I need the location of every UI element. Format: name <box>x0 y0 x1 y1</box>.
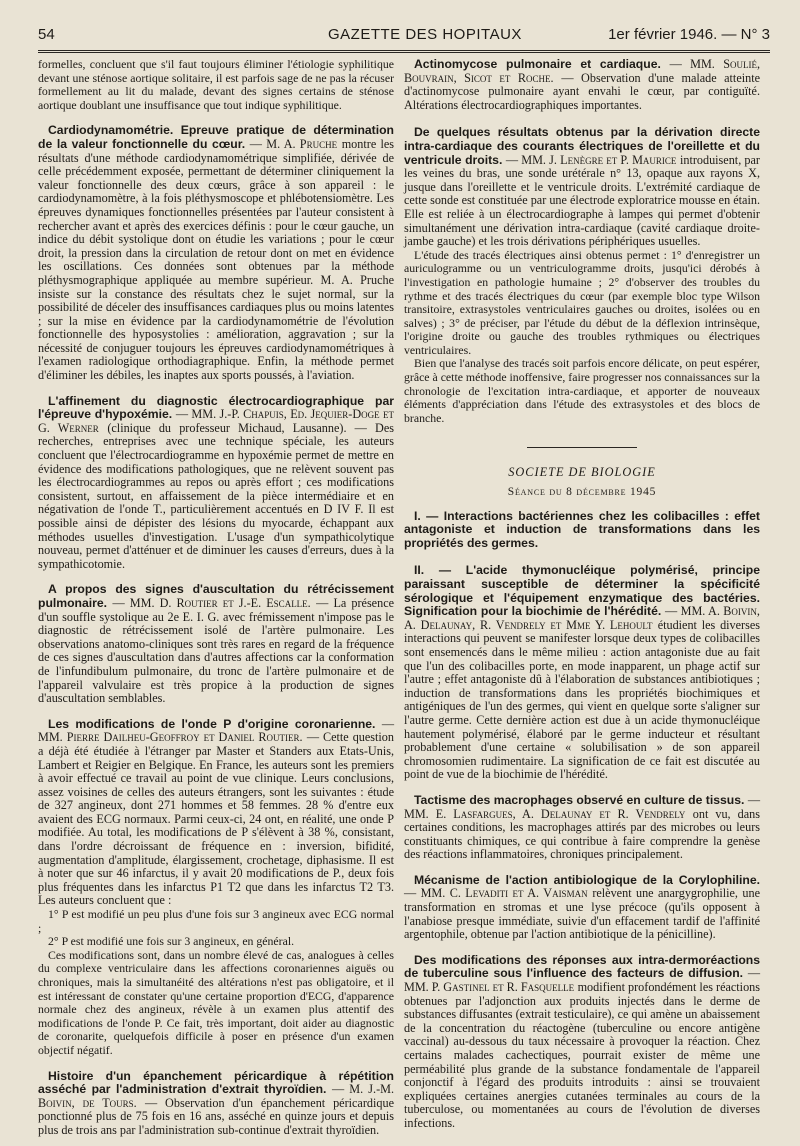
article-cardiodynamometrie <box>38 124 394 382</box>
article-title-text: L'affinement du diagnostic électrocardiographique par l'épreuve d'hypoxémie. <box>38 393 394 422</box>
article-continuation: Ces modifications sont, dans un nombre élevé de cas, analogues à celles du complexe ventriculaire dans les affections coronariennes aiguës ou chroniques, mais la simultanéité des altérations n'est pas obligatoire, et il est intéressant de constater qu'une certaine proportion d'ECG, d'apparence normale chez des angineux, révèle à un examen plus attentif des modifications de l'onde P. Ce fait, très important, doit aider au diagnostic de coronarite, quelquefois difficile à poser en présence d'un examen objectif négatif. <box>38 947 394 1057</box>
conclusion-item-1: 1° P est modifié un peu plus d'une fois sur 3 angineux avec ECG normal ; <box>38 907 394 935</box>
article-authors: — MM. A. Boivin, A. Delaunay, R. Vendrely et Mme Y. Lehoult <box>404 604 760 632</box>
article-paragraph-3: Bien que l'analyse des tracés soit parfois encore délicate, on peut espérer, grâce à cette méthode inoffensive, faire progresser nos connaissances sur la chronologie de l'excitation intra-cardiaque, et apporter de nouveaux éléments d'appréciation dans l'étude des extrasystoles et des blocs de branche. <box>404 356 760 425</box>
article-title: I. — Interactions bactériennes chez les colibacilles : effet antagoniste et induction de transformations dans les propriétés des germes. <box>404 508 760 550</box>
article-title-text: Des modifications des réponses aux intra-dermoréactions de tuberculine sous l'influence des facteurs de diffusion. <box>404 952 760 981</box>
article-title <box>38 1070 394 1138</box>
left-column <box>38 58 394 1138</box>
article-tuberculine <box>404 954 760 1131</box>
article-body: modifient profondément les réactions obtenues par l'adjonction aux produits injectés dans le derme de substances diffusantes (extrait testiculaire), ce qui amène un abaissement de la concentration du réactogène (tuberculine ou encore antigène vaccinal) au-dessous du taux nécessaire à provoquer la réaction. Chez certains malades cachectiques, pourrait exister de même une perméabilité plus grande de la substance fondamentale de l'appareil conjonctif à l'égard des produits introduits : ainsi se trouvaient expliquées certaines anergies cutanées terminales au cours de la tuberculose, ou momentanées au cours de l'évolution de diverses infections. <box>404 980 761 1130</box>
article-body: ont vu, dans certaines conditions, les macrophages attirés par des microbes ou leurs constituants chimiques, ce qui contribue à faire comprendre la genèse des réactions inflammatoires, chroniques principalement. <box>404 806 760 862</box>
article-body: — Observation d'un épanchement péricardique ponctionné plus de 75 fois en 16 ans, asséché en quinze jours et depuis plus de trois ans par l'administration sub-continue d'extrait thyroïdien. <box>38 1095 394 1137</box>
article-authors: — MM. D. Routier et J.-E. Escalle. <box>112 595 311 610</box>
article-derivation <box>404 126 760 425</box>
article-title-text: Cardiodynamométrie. Epreuve pratique de détermination de la valeur fonctionnelle du cœur. <box>38 123 394 151</box>
right-column <box>404 58 760 1131</box>
article-body: introduisent, par les veines du bras, une sonde urétérale n° 13, opaque aux rayons X, jusque dans l'oreillette et le ventricule droits. L'extrémité cardiaque de cette sonde est constituée par une électrode exploratrice mousse en étain. Elle est reliée à un électrocardiographe à lampes qui permet d'obtenir simultanément une dérivation intra-cardiaque (cavité cardiaque droite-jambe gauche) et les trois dérivations périphériques usuelles. <box>404 152 760 249</box>
article-body: (clinique du professeur Michaud, Lausanne). — Des recherches, entreprises avec une technique spéciale, les auteurs concluent que l'électrocardiogramme en hypoxémie permet de mettre en évidence des modifications pathologiques, que ne relèvent souvent pas les électrocardiogrammes au repos ou après effort ; ces modifications consistent, surtout, en affaissement de la pièce intermédiaire et en négativation de l'onde T., particulièrement accentués en D IV F. Il est possible ainsi de dépister des lésions du myocarde, échappant aux méthodes usuelles d'investigation. L'usage d'un sympathicolytique nouveau, permet d'atténuer et de diminuer les causes d'erreurs, dues à la sympathicotomie. <box>38 420 394 571</box>
article-title-text: A propos des signes d'auscultation du rétrécissement pulmonaire. <box>38 582 394 610</box>
article-retrecissement <box>38 583 394 705</box>
article-authors: — M. J.-M. Boivin, de Tours. <box>38 1082 395 1110</box>
section-separator <box>527 447 637 448</box>
article-body: étudient les diverses interactions qui peuvent se manifester lorsque deux types de colibacilles sont ensemencés dans le même milieu : action antagoniste due au fait que l'un des colibacilles porte, en mode inapparent, un phage actif sur l'autre ; effet antagoniste dû à l'élaboration de substances antibiotiques ; induction de transformations dans les propriétés biochimiques et antigéniques de l'un des germes, qui vient en quelque sorte s'aligner sur l'autre germe. Cette dernière action est due à un acide thymonucléique hautement polymérisé, élaboré par le germe inducteur et résultant probablement d'une certaine « solubilisation » de son appareil chromosomien rudimentaire. La signification de ce fait est discutée au point de vue de la biochimie de l'hérédité. <box>404 617 761 782</box>
article-tactisme <box>404 794 760 862</box>
article-paragraph-2: L'étude des tracés électriques ainsi obtenus permet : 1° d'enregistrer un auriculogramme ou un ventriculogramme droits, jusqu'ici dérobés à l'investigation en pathologie humaine ; 2° d'observer des troubles du rythme et des tracés électriques du cœur (par exemple bloc type Wilson transitoire, extrasystoles ventriculaires gauches ou droites, isolées ou en salves) ; 3° de préciser, par l'étude du début de la déflexion intrinsèque, l'origine droite ou gauche des troubles rythmiques ou électriques ventriculaires. <box>404 247 760 357</box>
article-title <box>404 794 760 862</box>
article-title-text: Tactisme des macrophages observé en culture de tissus. <box>414 792 745 807</box>
article-authors: — MM. J. Lenègre et P. Maurice <box>505 152 677 167</box>
article-title-text: Histoire d'un épanchement péricardique à répétition asséché par l'administration d'extrait thyroïdien. <box>38 1068 394 1097</box>
article-title <box>404 564 760 782</box>
article-authors: — M. A. Pruche <box>249 136 338 151</box>
intro-paragraph: formelles, concluent que s'il faut toujours éliminer l'étiologie syphilitique devant une sténose aortique solitaire, il est parfois sage de ne pas la récuser formellement au lit du malade, devant des signes certains de sténose aortique doublant une insuffisance que tout indique syphilitique. <box>38 57 394 112</box>
article-body: — La présence d'un souffle systolique au 2e E. I. G. avec frémissement n'impose pas le diagnostic de rétrécissement isolé de l'artère pulmonaire. Les observations anatomo-cliniques sont très rares en regard de la fréquence de ces signes d'auscultation dans d'autres affections car la conformation de l'infundibulum pulmonaire, du tronc de l'artère pulmonaire et de l'appareil valvulaire est très propice à la production de signes d'auscultation semblables. <box>38 595 395 706</box>
article-title <box>38 124 394 382</box>
article-title <box>404 126 760 248</box>
article-body: — Observation d'une malade atteinte d'actinomycose pulmonaire ayant envahi le cœur, par contiguïté. Altérations électrocardiographiques importantes. <box>404 70 761 112</box>
article-body: — Cette question a déjà été étudiée à l'étranger par Master et Standers aux Etats-Unis, Lambert et Reigier en Belgique. En France, les auteurs sont les premiers à avoir effectué ce travail au point de vue clinique. Leurs conclusions, assez voisines de celles des auteurs étrangers, sont les suivantes : étude de 327 angineux, dont 271 hommes et 58 femmes. 28 % d'entre eux avaient des ECG normaux. Parmi ceux-ci, 24 ont, en réalité, une onde P modifiée. Au total, les modifications de P s'élèvent à 38 %, consistant, dans l'ordre décroissant de fréquence en : inversion, bifidité, augmentation d'amplitude, élargissement, crochetage, diphasisme. Il est à noter que sur 46 infarctus, il y avait 20 modifications de P., deux fois plus fréquentes dans les infarctus P1 T2 que dans les infarctus T2 T3. Les auteurs concluent que : <box>38 730 394 908</box>
article-interactions <box>404 510 760 551</box>
article-title-text: Actinomycose pulmonaire et cardiaque. <box>414 57 661 71</box>
society-heading: SOCIETE DE BIOLOGIE <box>508 465 656 480</box>
article-epanchement <box>38 1070 394 1138</box>
article-onde-p <box>38 718 394 1058</box>
article-title-text: De quelques résultats obtenus par la dérivation directe intra-cardiaque des courants électriques de l'oreillette et du ventricule droits. <box>404 125 760 167</box>
article-title <box>38 718 394 908</box>
article-title <box>404 874 760 942</box>
article-body: relèvent une anargygrophilie, une transformation en stromas et une lyse précoce (qu'ils opposent à l'anabiose presque immédiate, suivie d'un effacement tardif de l'affinité argentophile, obtenue par l'action antibiotique de la pénicilline). <box>404 886 760 942</box>
article-title <box>404 954 760 1131</box>
article-title-text: II. — L'acide thymonucléique polymérisé, principe paraissant susceptible de déterminer la spécificité sérologique et l'équipement enzymatique des bactéries. Signification pour la biochimie de l'hérédité. <box>404 563 760 619</box>
conclusion-item-2: 2° P est modifié une fois sur 3 angineux, en général. <box>48 934 295 949</box>
page-number: 54 <box>38 26 55 43</box>
seance-date: Séance du 8 décembre 1945 <box>507 486 657 499</box>
article-title <box>404 58 760 112</box>
article-body: montre les résultats d'une méthode cardiodynamométrique simplifiée, dérivée de celle précédemment exposée, permettant de déterminer cliniquement la valeur fonctionnelle des deux cœurs, grâce à son appareil : le cardiodynamomètre, à la fois pléthysmoscope et phlébotensiomètre. Les épreuves dynamiques fonctionnelles présentées par l'auteur consistent à rechercher avant et après des exercices définis : pour le cœur gauche, un indice du débit systolique dont on étudie les variations ; pour le cœur droit, la pression dans la circulation de retour dont on met en évidence les oscillations. Ces données sont obtenues par la méthode pléthysmographique appliquée au membre supérieur. M. A. Pruche insiste sur la constance des résultats chez le sujet normal, sur la possibilité de déceler des insuffisances cardiaques plus ou moins latentes ; sur la mise en évidence par la cardiodynamométrie de l'évolution fonctionnelle des hyposystolies : amélioration, aggravation ; sur la nécessité de conjuguer toujours les épreuves cardiodynamométriques à l'examen radiologique orthodiagraphique. Enfin, la méthode permet d'éliminer les débiles, les inaptes aux sports poussés, à l'aviation. <box>38 136 395 383</box>
article-authors: — MM. P. Gastinel et R. Fasquelle <box>404 966 761 995</box>
article-title-text: Les modifications de l'onde P d'origine coronarienne. <box>48 716 376 731</box>
article-acide-thymonucleique <box>404 564 760 782</box>
header-rule <box>38 50 770 53</box>
page-header <box>38 24 770 46</box>
article-title <box>38 395 394 572</box>
article-authors: — MM. C. Levaditi et A. Vaisman <box>404 886 588 901</box>
journal-title: GAZETTE DES HOPITAUX <box>328 26 522 43</box>
article-authors: — MM. J.-P. Chapuis, Ed. Jequier-Doge et G. Werner <box>38 407 394 435</box>
article-authors: — MM. Pierre Dailheu-Geoffroy et Daniel Routier. <box>38 716 394 745</box>
article-authors: — MM. Soulié, Bouvrain, Sicot et Roche. <box>404 57 761 85</box>
article-title-text: Mécanisme de l'action antibiologique de la Corylophiline. <box>414 872 760 887</box>
article-actinomycose <box>404 58 760 112</box>
article-authors: — MM. E. Lasfargues, A. Delaunay et R. Vendrely <box>404 792 760 821</box>
issue-date: 1er février 1946. — N° 3 <box>608 26 770 43</box>
article-corylophiline <box>404 874 760 942</box>
article-title <box>38 583 394 705</box>
article-hypoxemie <box>38 395 394 572</box>
